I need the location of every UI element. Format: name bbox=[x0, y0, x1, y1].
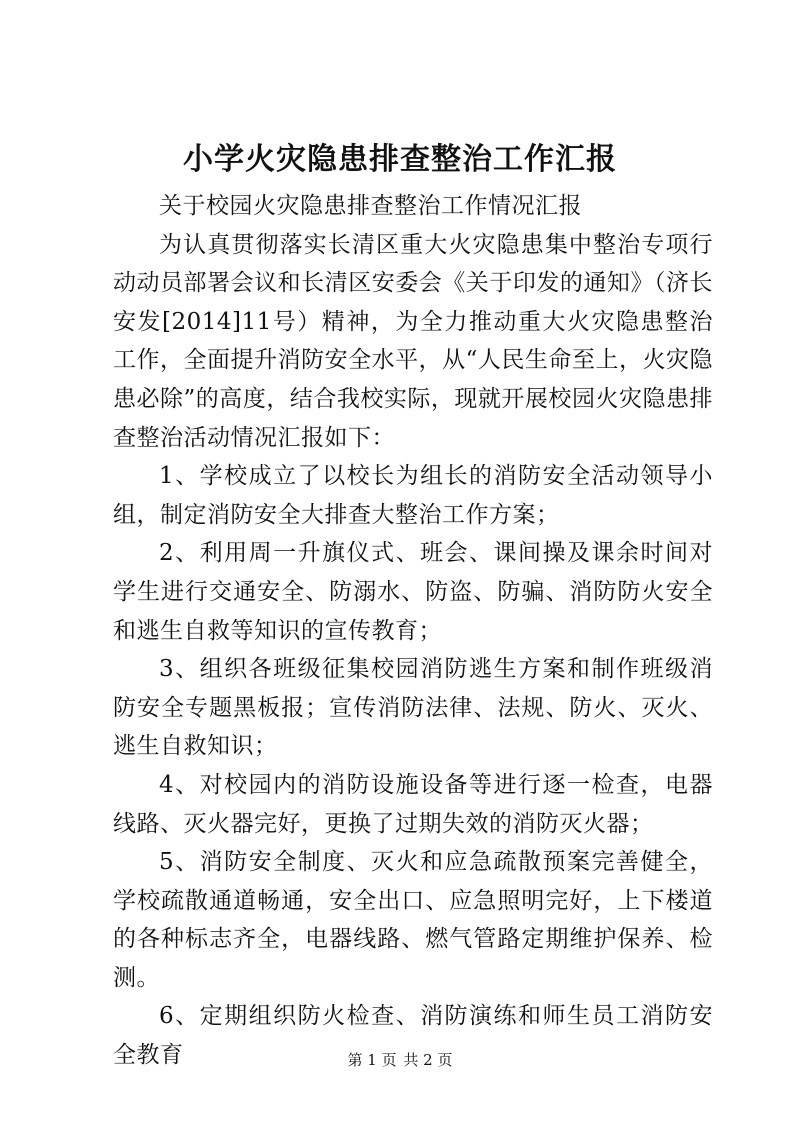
document-body bbox=[113, 187, 713, 1075]
item-paragraph-1: 1、学校成立了以校长为组长的消防安全活动领导小组，制定消防安全大排查大整治工作方案； bbox=[113, 463, 713, 528]
intro-paragraph: 为认真贯彻落实长清区重大火灾隐患集中整治专项行动动员部署会议和长清区安委会《关于印发的通知》（济长安发[2014]11号）精神，为全力推动重大火灾隐患整治工作，全面提升消防安全水平，从“人民生命至上，火灾隐患必除”的高度，结合我校实际，现就开展校园火灾隐患排查整治活动情况汇报如下： bbox=[113, 231, 713, 451]
item-paragraph-6: 6、定期组织防火检查、消防演练和师生员工消防安全教育 bbox=[113, 1003, 713, 1069]
page-footer bbox=[0, 1050, 800, 1070]
document-title: 小学火灾隐患排查整治工作汇报 bbox=[183, 142, 617, 177]
subtitle-paragraph: 关于校园火灾隐患排查整治工作情况汇报 bbox=[159, 193, 582, 219]
page-total: 共 2 页 bbox=[403, 1051, 453, 1069]
item-paragraph-5: 5、消防安全制度、灭火和应急疏散预案完善健全，学校疏散通道畅通，安全出口、应急照明完好，上下楼道的各种标志齐全，电器线路、燃气管路定期维护保养、检测。 bbox=[113, 849, 713, 991]
item-paragraph-2: 2、利用周一升旗仪式、班会、课间操及课余时间对学生进行交通安全、防溺水、防盗、防骗、消防防火安全和逃生自救等知识的宣传教育； bbox=[113, 540, 713, 644]
item-paragraph-3: 3、组织各班级征集校园消防逃生方案和制作班级消防安全专题黑板报；宣传消防法律、法规、防火、灭火、逃生自救知识； bbox=[113, 656, 713, 760]
item-paragraph-4: 4、对校园内的消防设施设备等进行逐一检查，电器线路、灭火器完好，更换了过期失效的消防灭火器； bbox=[113, 771, 713, 837]
page-number: 第 1 页 bbox=[347, 1051, 397, 1069]
